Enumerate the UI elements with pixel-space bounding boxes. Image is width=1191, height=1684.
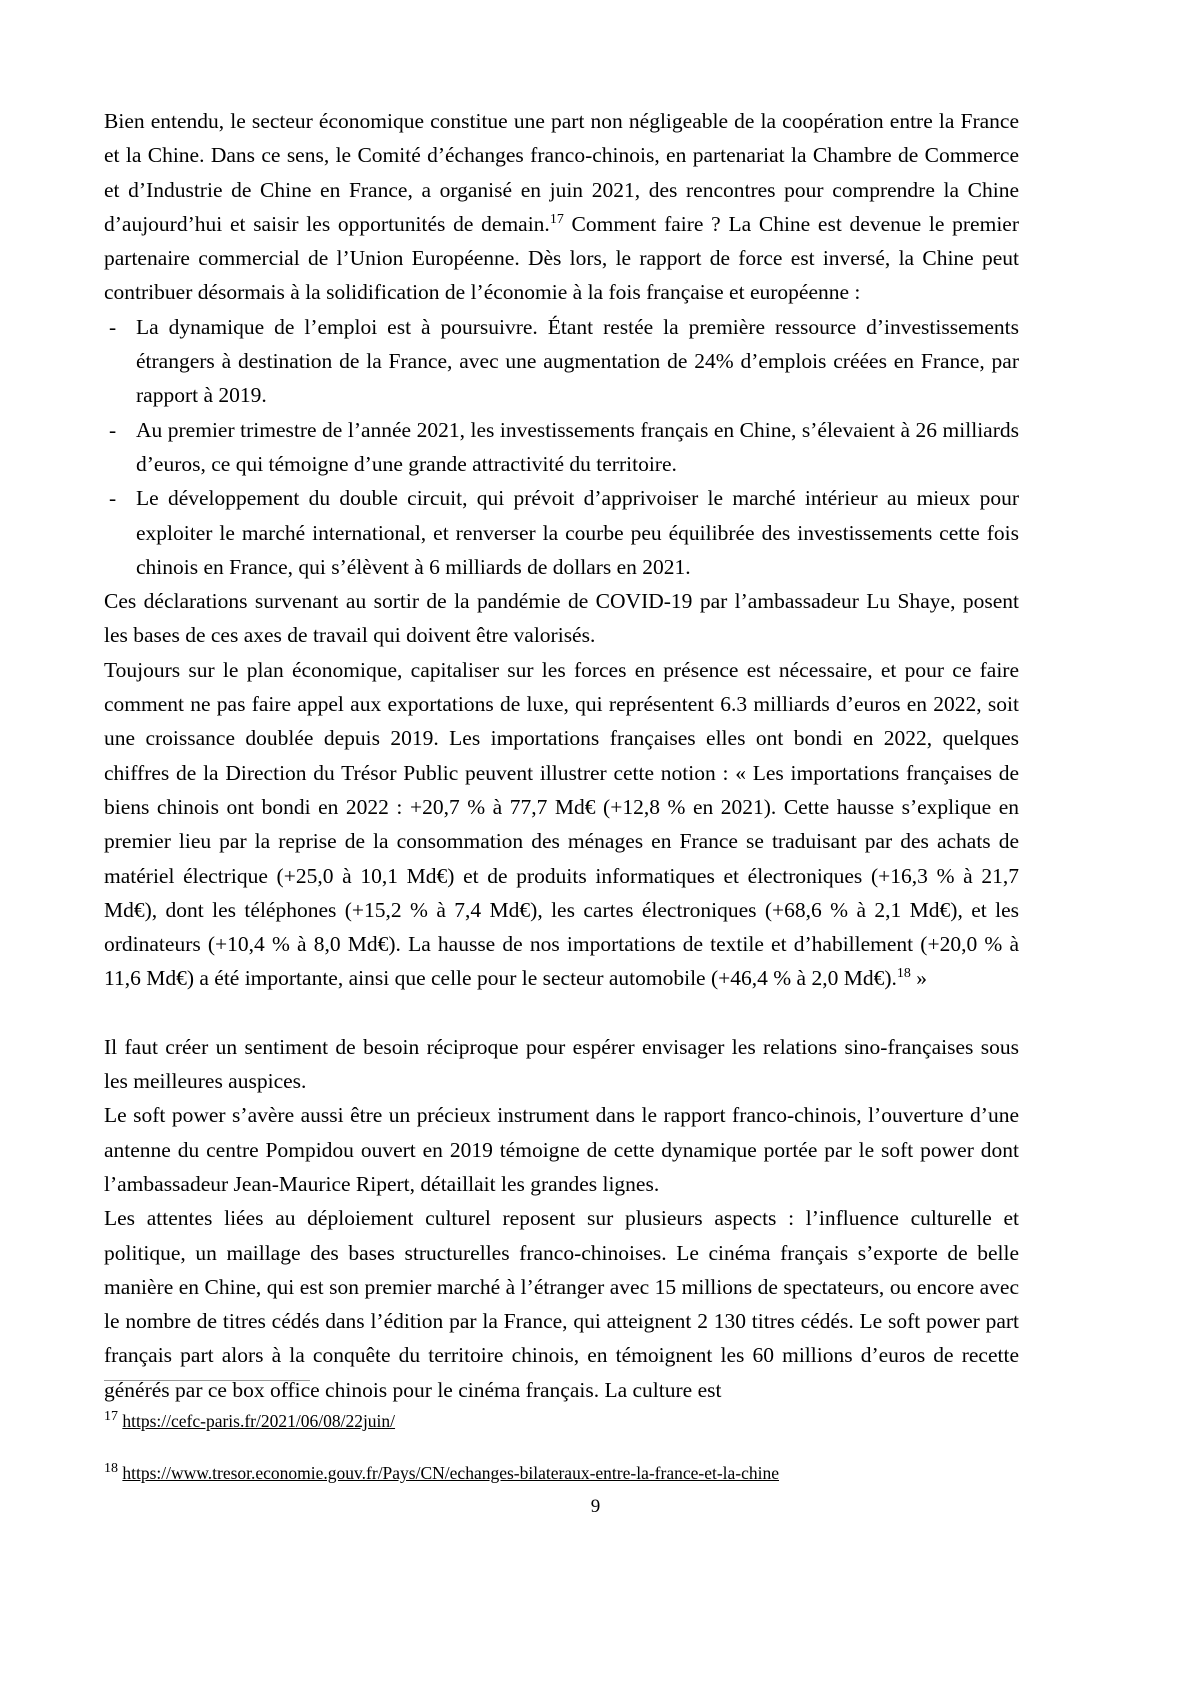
paragraph-reciprocity: Il faut créer un sentiment de besoin réciproque pour espérer envisager les relations sino-françaises sous les meilleures auspices.	[104, 1034, 1019, 1094]
bullet-dash-icon: -	[109, 486, 117, 511]
document-body	[104, 104, 1019, 1407]
footnote-18-number: 18	[104, 1461, 118, 1477]
paragraph-soft-power: Le soft power s’avère aussi être un précieux instrument dans le rapport franco-chinois, l’ouverture d’une antenne du centre Pompidou ouvert en 2019 témoigne de cette dynamique portée par le soft power dont l’ambassadeur Jean-Maurice Ripert, détaillait les grandes lignes.	[104, 1103, 1019, 1196]
footnote-ref-18[interactable]: 18	[896, 966, 911, 982]
footnote-separator-rule	[104, 1380, 310, 1381]
paragraph-economy-text-a: Toujours sur le plan économique, capitaliser sur les forces en présence est nécessaire, et pour ce faire comment ne pas faire appel aux exportations de luxe, qui représentent 6.3 milliards d’euros en 2022, soit une croissance doublée depuis 2019. Les importations françaises elles ont bondi en 2022, quelques chiffres de la Direction du Trésor Public peuvent illustrer cette notion : « Les importations françaises de biens chinois ont bondi en 2022 : +20,7 % à 77,7 Md€ (+12,8 % en 2021). Cette hausse s’explique en premier lieu par la reprise de la consommation des ménages en France se traduisant par des achats de matériel électrique (+25,0 à 10,1 Md€) et de produits informatiques et électroniques (+16,3 % à 21,7 Md€), dont les téléphones (+15,2 % à 7,4 Md€), les cartes électroniques (+68,6 % à 2,1 Md€), et les ordinateurs (+10,4 % à 8,0 Md€). La hausse de nos importations de textile et d’habillement (+20,0 % à 11,6 Md€) a été importante, ainsi que celle pour le secteur automobile (+46,4 % à 2,0 Md€).	[104, 657, 1019, 991]
paragraph-intro-text-b: Comment faire ? La Chine est devenue le premier partenaire commercial de l’Union Européenne. Dès lors, le rapport de force est inversé, la Chine peut contribuer désormais à la solidification de l’économie à la fois française et européenne :	[104, 211, 1019, 305]
footnote-17-link[interactable]: https://cefc-paris.fr/2021/06/08/22juin/	[122, 1411, 396, 1431]
footnote-17-number: 17	[104, 1409, 118, 1425]
footnote-ref-17[interactable]: 17	[549, 211, 564, 227]
bullet-list	[104, 310, 1019, 584]
paragraph-spacer	[104, 996, 1019, 1030]
list-item	[104, 481, 1019, 584]
footnote-section	[104, 1380, 1019, 1513]
footnote-18	[104, 1461, 1019, 1485]
paragraph-intro-text-a: Bien entendu, le secteur économique constitue une part non négligeable de la coopération entre la France et la Chine. Dans ce sens, le Comité d’échanges franco-chinois, en partenariat la Chambre de Commerce et d’Industrie de Chine en France, a organisé en juin 2021, des rencontres pour comprendre la Chine d’aujourd’hui et saisir les opportunités de demain.	[104, 109, 1019, 236]
page-number: 9	[590, 1496, 601, 1517]
paragraph-economy-text-b: »	[910, 966, 927, 991]
list-item-text: La dynamique de l’emploi est à poursuivre. Étant restée la première ressource d’investissements étrangers à destination de la France, avec une augmentation de 24% d’emplois créées en France, par rapport à 2019.	[136, 314, 1019, 408]
bullet-dash-icon: -	[109, 417, 117, 442]
footnote-18-link[interactable]: https://www.tresor.economie.gouv.fr/Pays/CN/echanges-bilateraux-entre-la-france-et-la-chine	[122, 1463, 780, 1483]
list-item-text: Le développement du double circuit, qui prévoit d’apprivoiser le marché intérieur au mieux pour exploiter le marché international, et renverser la courbe peu équilibrée des investissements cette fois chinois en France, qui s’élèvent à 6 milliards de dollars en 2021.	[136, 486, 1019, 579]
paragraph-cultural-expectations: Les attentes liées au déploiement culturel reposent sur plusieurs aspects : l’influence culturelle et politique, un maillage des bases structurelles franco-chinoises. Le cinéma français s’exporte de belle manière en Chine, qui est son premier marché à l’étranger avec 15 millions de spectateurs, ou encore avec le nombre de titres cédés dans l’édition par la France, qui atteignent 2 130 titres cédés. Le soft power part français part alors à la conquête du territoire chinois, en témoignent les 60 millions d’euros de recette générés par ce box office chinois pour le cinéma français. La culture est	[104, 1206, 1019, 1402]
paragraph-economy	[104, 653, 1019, 996]
paragraph-declarations: Ces déclarations survenant au sortir de la pandémie de COVID-19 par l’ambassadeur Lu Shaye, posent les bases de ces axes de travail qui doivent être valorisés.	[104, 589, 1019, 648]
bullet-dash-icon: -	[109, 314, 117, 339]
list-item	[104, 310, 1019, 413]
footnote-17	[104, 1409, 1019, 1433]
list-item-text: Au premier trimestre de l’année 2021, les investissements français en Chine, s’élevaient à 26 milliards d’euros, ce qui témoigne d’une grande attractivité du territoire.	[136, 417, 1019, 476]
list-item	[104, 413, 1019, 482]
paragraph-intro	[104, 104, 1019, 310]
